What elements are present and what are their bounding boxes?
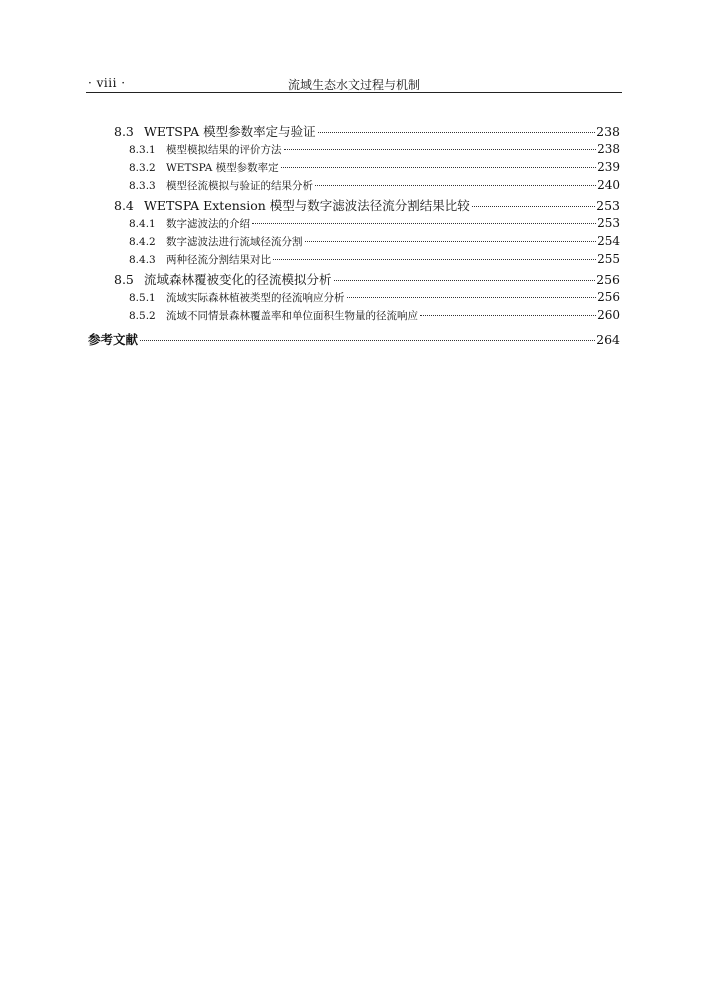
section-number: 8.3.1 <box>129 143 156 156</box>
section-number: 8.4 <box>114 198 134 213</box>
section-title: WETSPA 模型参数率定与验证 <box>144 124 316 139</box>
page-number: · viii · <box>88 76 126 90</box>
section-title: 数字滤波法进行流域径流分割 <box>166 235 303 248</box>
book-title: 流域生态水文过程与机制 <box>287 78 420 92</box>
page-ref: 239 <box>597 159 620 174</box>
section-number: 8.5.1 <box>129 291 156 304</box>
page-ref: 253 <box>597 215 620 230</box>
toc-entry-references[interactable] <box>88 330 620 348</box>
section-title: WETSPA Extension 模型与数字滤波法径流分割结果比较 <box>144 198 470 213</box>
page-ref: 264 <box>596 332 620 347</box>
dot-leader <box>334 268 596 282</box>
dot-leader <box>284 138 597 150</box>
page-ref: 256 <box>596 272 620 287</box>
page-ref: 255 <box>597 251 620 266</box>
toc-entry-8-4-3[interactable] <box>129 251 620 267</box>
section-title: 模型径流模拟与验证的结果分析 <box>166 179 313 192</box>
toc-entry-8-3-1[interactable] <box>129 141 620 157</box>
toc-entry-8-5-1[interactable] <box>129 289 620 305</box>
running-header <box>86 70 622 93</box>
page-ref: 253 <box>596 198 620 213</box>
section-title: 模型模拟结果的评价方法 <box>166 143 282 156</box>
references-title: 参考文献 <box>88 332 139 347</box>
section-title: WETSPA 模型参数率定 <box>166 161 279 174</box>
section-number: 8.5 <box>114 272 134 287</box>
dot-leader <box>140 328 595 342</box>
toc-entry-8-3-3[interactable] <box>129 177 620 193</box>
dot-leader <box>315 174 596 186</box>
dot-leader <box>347 286 597 298</box>
section-title: 数字滤波法的介绍 <box>166 217 250 230</box>
page-ref: 260 <box>597 307 620 322</box>
section-title: 流域森林覆被变化的径流模拟分析 <box>144 272 332 287</box>
page-ref: 240 <box>597 177 620 192</box>
page-ref: 238 <box>597 141 620 156</box>
section-number: 8.4.2 <box>129 235 156 248</box>
section-number: 8.4.3 <box>129 253 156 266</box>
section-number: 8.3 <box>114 124 134 139</box>
section-number: 8.3.3 <box>129 179 156 192</box>
dot-leader <box>318 120 596 134</box>
dot-leader <box>472 194 595 208</box>
dot-leader <box>281 156 596 168</box>
page-ref: 254 <box>597 233 620 248</box>
section-title: 流域实际森林植被类型的径流响应分析 <box>166 291 345 304</box>
toc-entry-8-3-2[interactable] <box>129 159 620 175</box>
toc-entry-8-5-2[interactable] <box>129 307 620 323</box>
page-ref: 256 <box>597 289 620 304</box>
dot-leader <box>305 230 597 242</box>
dot-leader <box>273 248 596 260</box>
section-number: 8.3.2 <box>129 161 156 174</box>
section-title: 流域不同情景森林覆盖率和单位面积生物量的径流响应 <box>166 309 418 322</box>
toc-entry-8-4-2[interactable] <box>129 233 620 249</box>
section-number: 8.4.1 <box>129 217 156 230</box>
section-title: 两种径流分割结果对比 <box>166 253 271 266</box>
toc-entry-8-4-1[interactable] <box>129 215 620 231</box>
dot-leader <box>252 212 596 224</box>
dot-leader <box>420 304 596 316</box>
section-number: 8.5.2 <box>129 309 156 322</box>
page-ref: 238 <box>596 124 620 139</box>
